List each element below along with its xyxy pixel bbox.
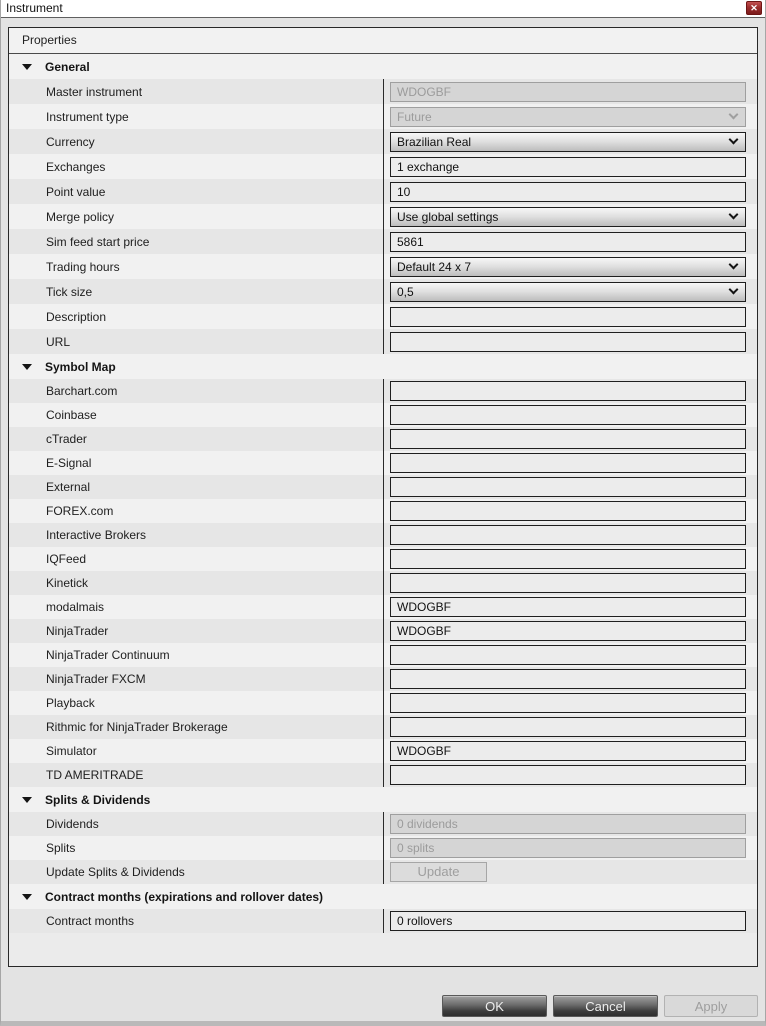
property-label: Rithmic for NinjaTrader Brokerage (46, 720, 228, 734)
kinetick-input[interactable] (390, 573, 746, 593)
ninjatrader-fxcm-input[interactable] (390, 669, 746, 689)
property-value-cell (383, 154, 757, 179)
property-value-cell (383, 860, 757, 884)
property-value-cell (383, 229, 757, 254)
property-label: Point value (46, 184, 106, 199)
property-row-barchart-com (9, 379, 757, 403)
property-label: IQFeed (46, 552, 87, 566)
property-label: NinjaTrader (46, 624, 109, 638)
property-row-url (9, 329, 757, 354)
barchart-com-input[interactable] (390, 381, 746, 401)
section-header-symbol-map[interactable] (9, 354, 757, 379)
property-row-trading-hours (9, 254, 757, 279)
property-row-interactive-brokers (9, 523, 757, 547)
apply-button: Apply (664, 995, 758, 1017)
simulator-input[interactable]: WDOGBF (390, 741, 746, 761)
property-label: modalmais (46, 600, 105, 614)
collapse-triangle-icon[interactable] (22, 894, 32, 900)
chevron-down-icon (729, 110, 739, 120)
property-row-coinbase (9, 403, 757, 427)
ninjatrader-continuum-input[interactable] (390, 645, 746, 665)
property-label: Master instrument (46, 84, 143, 99)
chevron-down-icon (729, 135, 739, 145)
window-title: Instrument (6, 1, 63, 15)
property-value-cell (383, 836, 757, 860)
td-ameritrade-input[interactable] (390, 765, 746, 785)
property-value-cell (383, 379, 757, 403)
title-bar (1, 0, 765, 17)
splits-input: 0 splits (390, 838, 746, 858)
property-value-cell (383, 691, 757, 715)
property-row-iqfeed (9, 547, 757, 571)
dropdown-selected-value: Future (397, 109, 432, 124)
property-value-cell (383, 715, 757, 739)
point-value-input[interactable]: 10 (390, 182, 746, 202)
chevron-down-icon (729, 210, 739, 220)
property-value-cell (383, 254, 757, 279)
master-instrument-input: WDOGBF (390, 82, 746, 102)
property-label: Trading hours (46, 259, 120, 274)
property-label: External (46, 480, 91, 494)
property-value-cell (383, 451, 757, 475)
property-label: Splits (46, 841, 76, 855)
property-row-merge-policy (9, 204, 757, 229)
property-row-ninjatrader (9, 619, 757, 643)
property-row-simulator (9, 739, 757, 763)
property-label: Dividends (46, 817, 99, 831)
property-value-cell (383, 763, 757, 787)
property-row-update-splits-dividends (9, 860, 757, 884)
chevron-down-icon (729, 260, 739, 270)
property-row-external (9, 475, 757, 499)
property-grid (9, 54, 757, 933)
description-input[interactable] (390, 307, 746, 327)
tick-size-dropdown[interactable] (390, 282, 746, 302)
property-value-cell (383, 304, 757, 329)
property-row-kinetick (9, 571, 757, 595)
collapse-triangle-icon[interactable] (22, 364, 32, 370)
dropdown-selected-value: Brazilian Real (397, 134, 472, 149)
trading-hours-dropdown[interactable] (390, 257, 746, 277)
property-label: Interactive Brokers (46, 528, 147, 542)
property-value-cell (383, 619, 757, 643)
property-label: Merge policy (46, 209, 115, 224)
property-value-cell (383, 571, 757, 595)
property-label: Coinbase (46, 408, 97, 422)
cancel-button[interactable]: Cancel (553, 995, 658, 1017)
update-button: Update (390, 862, 487, 882)
merge-policy-dropdown[interactable] (390, 207, 746, 227)
section-header-contract-months-expirations-and-rollover-dates[interactable] (9, 884, 757, 909)
property-value-cell (383, 403, 757, 427)
playback-input[interactable] (390, 693, 746, 713)
property-label: Sim feed start price (46, 234, 150, 249)
section-header-general[interactable] (9, 54, 757, 79)
property-label: Update Splits & Dividends (46, 865, 185, 879)
ninjatrader-input[interactable]: WDOGBF (390, 621, 746, 641)
property-row-dividends (9, 812, 757, 836)
property-row-forex-com (9, 499, 757, 523)
property-row-td-ameritrade (9, 763, 757, 787)
collapse-triangle-icon[interactable] (22, 797, 32, 803)
property-value-cell (383, 643, 757, 667)
property-row-sim-feed-start-price (9, 229, 757, 254)
property-label: Tick size (46, 284, 93, 299)
property-row-exchanges (9, 154, 757, 179)
section-symbol-map (9, 354, 757, 787)
close-icon: ✕ (750, 2, 758, 13)
external-input[interactable] (390, 477, 746, 497)
section-label: Contract months (expirations and rollover dates) (45, 889, 324, 904)
property-label: Kinetick (46, 576, 89, 590)
section-label: General (45, 59, 90, 74)
instrument-type-dropdown (390, 107, 746, 127)
property-value-cell (383, 739, 757, 763)
property-row-splits (9, 836, 757, 860)
property-label: NinjaTrader FXCM (46, 672, 146, 686)
property-row-currency (9, 129, 757, 154)
property-row-ctrader (9, 427, 757, 451)
property-value-cell (383, 129, 757, 154)
property-row-contract-months (9, 909, 757, 933)
property-value-cell (383, 204, 757, 229)
section-contract-months-expirations-and-rollover-dates (9, 884, 757, 933)
property-label: NinjaTrader Continuum (46, 648, 170, 662)
property-row-instrument-type (9, 104, 757, 129)
forex-com-input[interactable] (390, 501, 746, 521)
url-input[interactable] (390, 332, 746, 352)
coinbase-input[interactable] (390, 405, 746, 425)
ctrader-input[interactable] (390, 429, 746, 449)
property-row-description (9, 304, 757, 329)
property-row-playback (9, 691, 757, 715)
dropdown-selected-value: 0,5 (397, 284, 414, 299)
property-value-cell (383, 427, 757, 451)
property-label: Instrument type (46, 109, 129, 124)
iqfeed-input[interactable] (390, 549, 746, 569)
property-label: FOREX.com (46, 504, 114, 518)
property-value-cell (383, 475, 757, 499)
property-row-e-signal (9, 451, 757, 475)
property-label: TD AMERITRADE (46, 768, 144, 782)
ok-button[interactable]: OK (442, 995, 547, 1017)
section-splits-dividends (9, 787, 757, 884)
modalmais-input[interactable]: WDOGBF (390, 597, 746, 617)
currency-dropdown[interactable] (390, 132, 746, 152)
section-header-splits-dividends[interactable] (9, 787, 757, 812)
contract-months-input[interactable]: 0 rollovers (390, 911, 746, 931)
chevron-down-icon (729, 285, 739, 295)
section-general (9, 54, 757, 354)
interactive-brokers-input[interactable] (390, 525, 746, 545)
property-label: Barchart.com (46, 384, 118, 398)
property-value-cell (383, 812, 757, 836)
property-value-cell (383, 79, 757, 104)
properties-panel (8, 27, 758, 967)
exchanges-input[interactable]: 1 exchange (390, 157, 746, 177)
property-value-cell (383, 279, 757, 304)
property-row-ninjatrader-continuum (9, 643, 757, 667)
property-label: Exchanges (46, 159, 106, 174)
property-value-cell (383, 523, 757, 547)
property-row-rithmic-for-ninjatrader-brokerage (9, 715, 757, 739)
property-label: Currency (46, 134, 95, 149)
dropdown-selected-value: Use global settings (397, 209, 499, 224)
property-label: URL (46, 334, 71, 349)
property-value-cell (383, 547, 757, 571)
property-row-master-instrument (9, 79, 757, 104)
property-value-cell (383, 179, 757, 204)
property-row-tick-size (9, 279, 757, 304)
rithmic-for-ninjatrader-brokerage-input[interactable] (390, 717, 746, 737)
property-label: Contract months (46, 914, 135, 928)
close-button[interactable] (746, 1, 762, 15)
section-label: Symbol Map (45, 359, 116, 374)
property-label: cTrader (46, 432, 87, 446)
property-label: Playback (46, 696, 95, 710)
property-row-modalmais (9, 595, 757, 619)
property-value-cell (383, 104, 757, 129)
property-value-cell (383, 499, 757, 523)
section-label: Splits & Dividends (45, 792, 151, 807)
property-label: Description (46, 309, 107, 324)
dividends-input: 0 dividends (390, 814, 746, 834)
property-value-cell (383, 667, 757, 691)
property-label: Simulator (46, 744, 97, 758)
dialog-footer (1, 967, 765, 1021)
property-row-ninjatrader-fxcm (9, 667, 757, 691)
dropdown-selected-value: Default 24 x 7 (397, 259, 472, 274)
tab-properties: Properties (9, 28, 757, 54)
property-value-cell (383, 329, 757, 354)
sim-feed-start-price-input[interactable]: 5861 (390, 232, 746, 252)
property-label: E-Signal (46, 456, 92, 470)
property-value-cell (383, 909, 757, 933)
e-signal-input[interactable] (390, 453, 746, 473)
titlebar-divider (1, 17, 765, 18)
property-value-cell (383, 595, 757, 619)
property-row-point-value (9, 179, 757, 204)
collapse-triangle-icon[interactable] (22, 64, 32, 70)
